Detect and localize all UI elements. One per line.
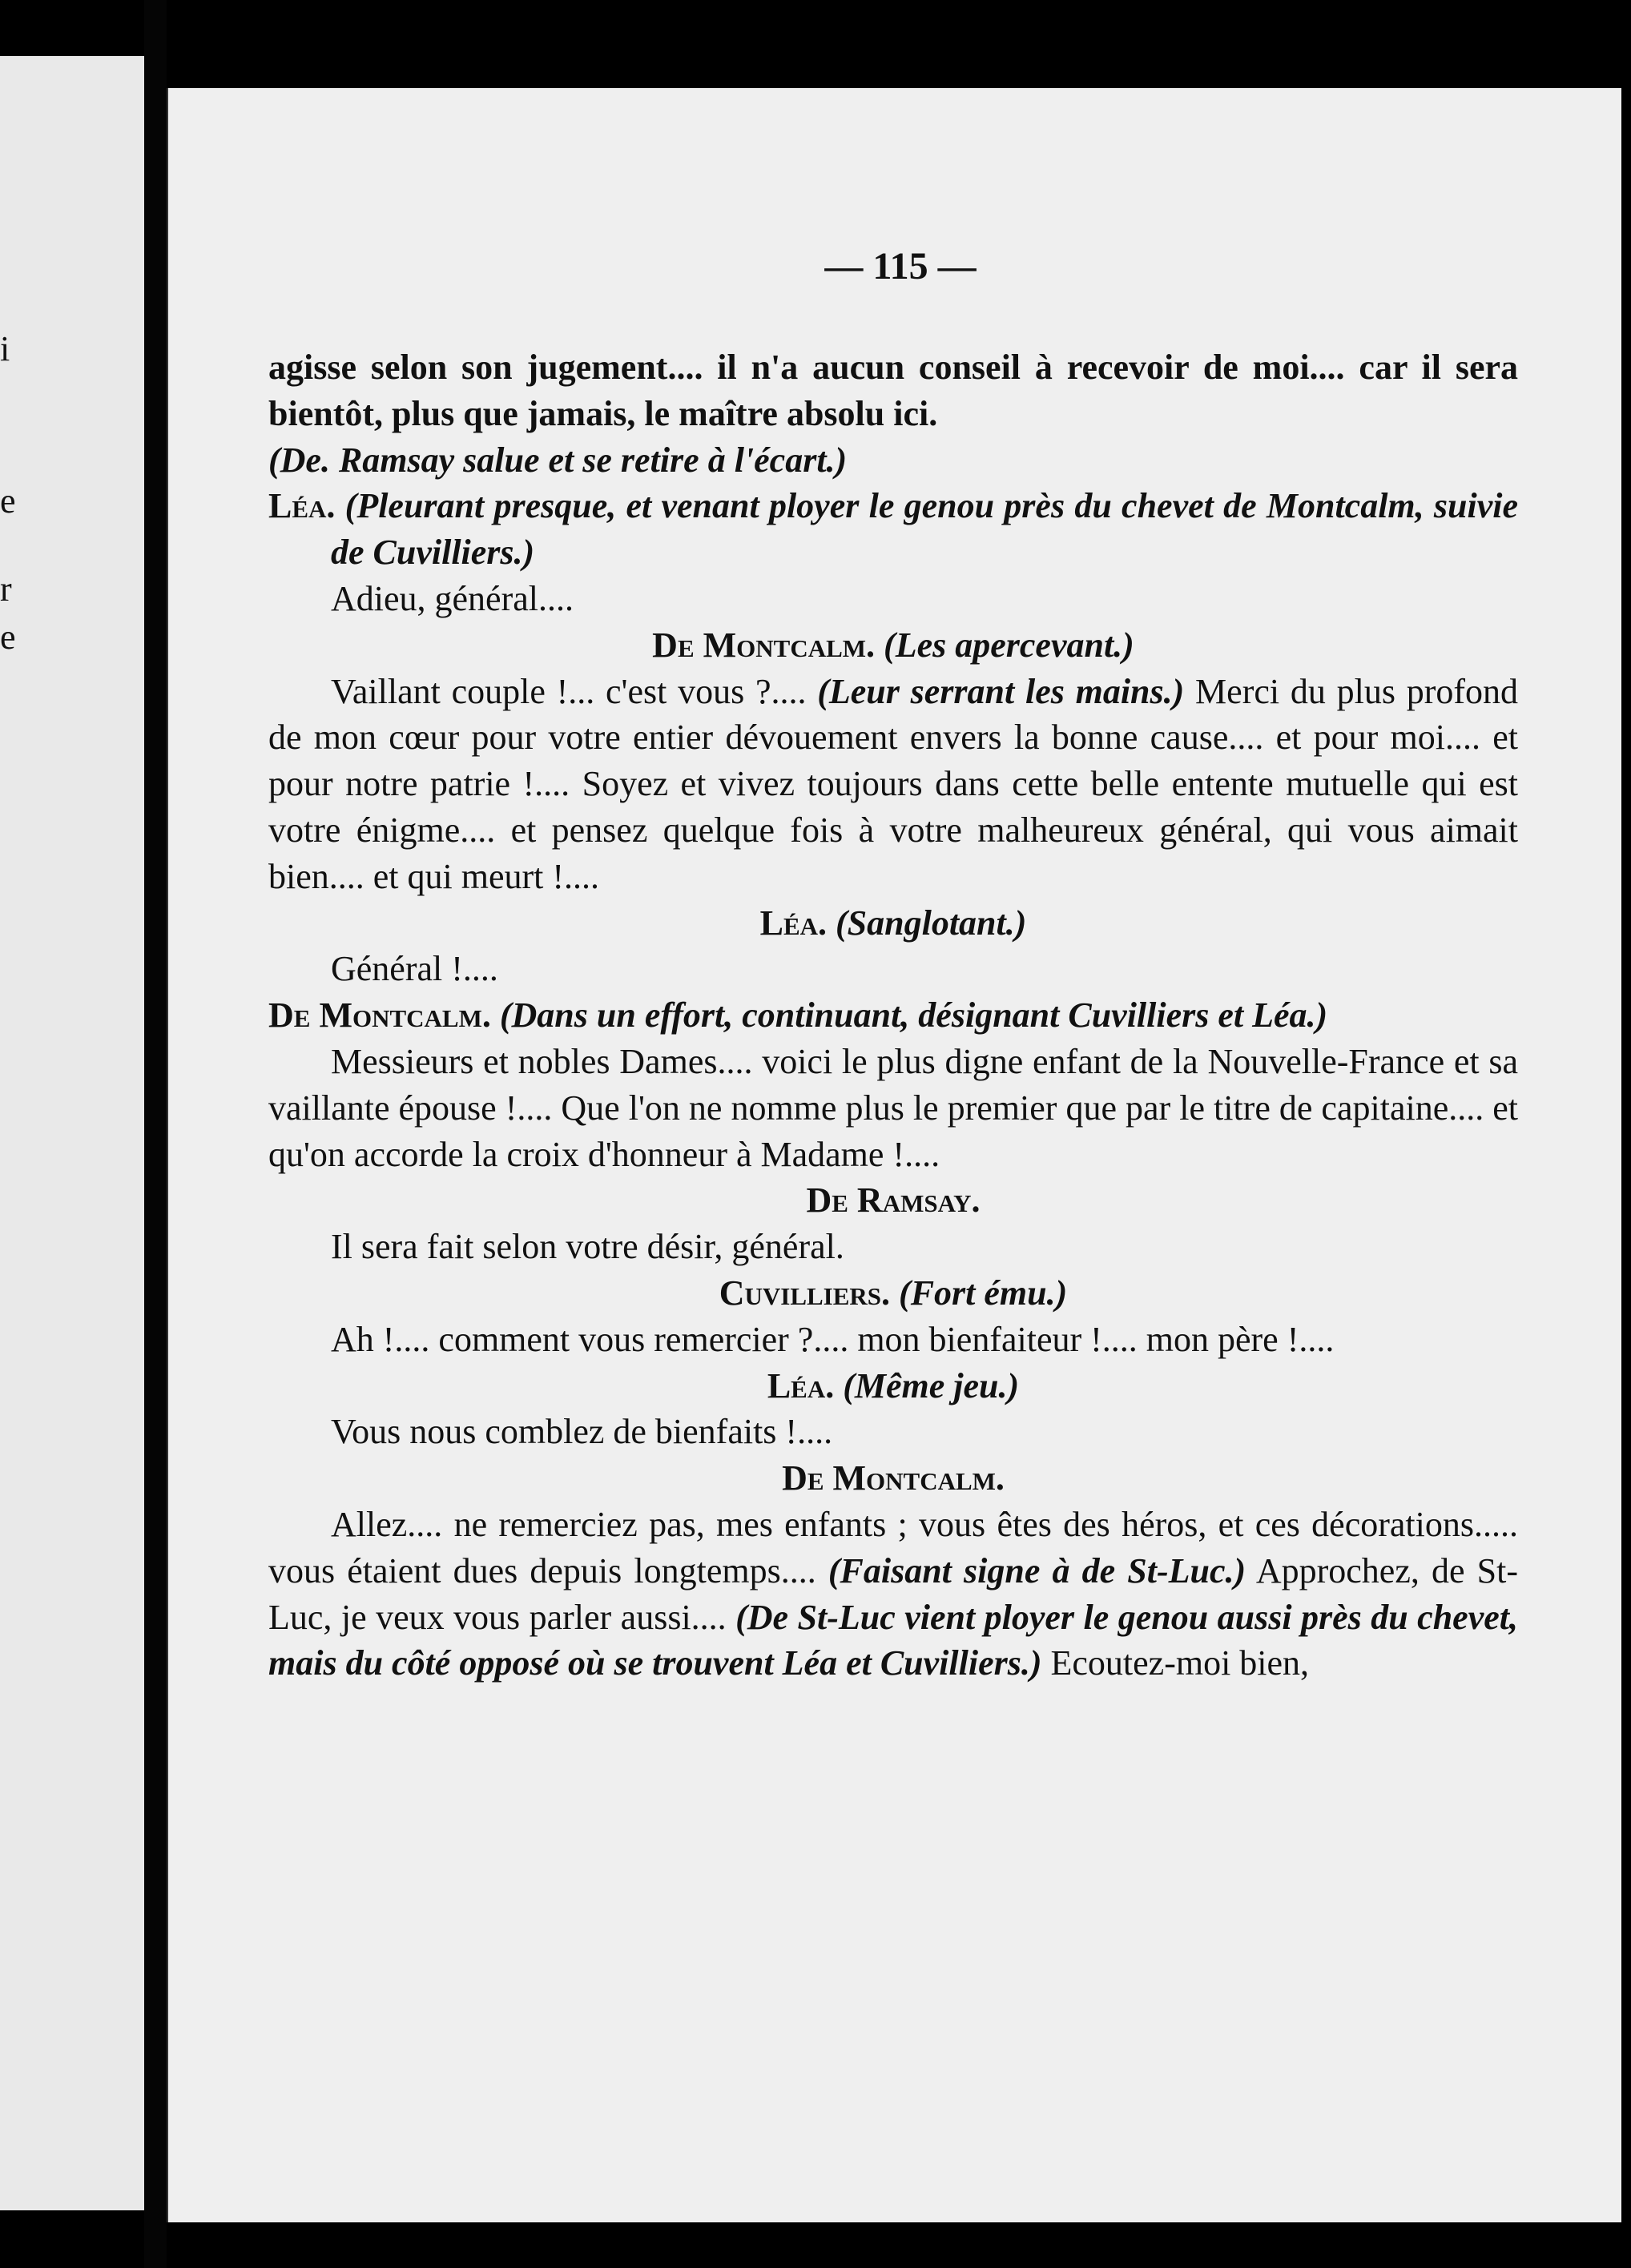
left-page-char: e [0,617,16,657]
speaker-line [268,622,1518,669]
speaker-line [268,1455,1518,1502]
stage-direction: (Pleurant presque, et venant ployer le genou près du chevet de Montcalm, suivie de Cuvilliers.) [331,486,1518,573]
speaker-name: Léa. [268,486,336,526]
dialogue [268,1502,1518,1687]
left-page-char: e [0,481,16,521]
speaker-line [268,900,1518,947]
stage-direction: (Dans un effort, continuant, désignant Cuvilliers et Léa.) [499,995,1328,1035]
speaker-name: Léa. [759,903,828,943]
dialogue: Ah !.... comment vous remercier ?.... mon bienfaiteur !.... mon père !.... [331,1319,1335,1359]
speaker-name: De Ramsay. [806,1180,981,1220]
dialogue: Adieu, général.... [331,578,574,618]
stage-direction: (Faisant signe à de St-Luc.) [828,1550,1246,1590]
dialogue: Messieurs et nobles Dames.... voici le plus digne enfant de la Nouvelle-France et sa vaillante épouse !.... Que l'on ne nomme plus le premier que par le titre de capitaine.... et qu'on accorde la croix d'honneur à Madame !.... [268,1041,1518,1174]
dialogue: Il sera fait selon votre désir, général. [331,1227,844,1267]
stage-direction: (Sanglotant.) [836,903,1027,943]
dialogue-text: Vaillant couple !... c'est vous ?.... [331,671,818,711]
stage-direction: (Fort ému.) [899,1273,1068,1313]
stage-direction: (Même jeu.) [843,1365,1020,1405]
stage-direction: (Leur serrant les mains.) [817,671,1185,711]
speaker-line [268,1363,1518,1409]
page-number: — 115 — [824,245,977,288]
dialogue-text: Approchez, de St-Luc, je veux vous parler aussi.... [268,1550,1518,1637]
dialogue-text: Ecoutez-moi bien, [1041,1643,1310,1683]
speaker-name: De Montcalm. [782,1458,1005,1498]
dialogue-text: Allez.... ne remerciez pas, mes enfants ; vous êtes des héros, et ces décorations..... vous étaient dues depuis longtemps.... [268,1504,1518,1590]
speaker-name: De Montcalm. [268,995,491,1035]
paragraph: agisse selon son jugement.... il n'a aucun conseil à recevoir de moi.... car il sera bientôt, plus que jamais, le maître absolu ici. [268,348,1518,433]
speaker-name: Léa. [767,1365,835,1405]
left-page-char: i [0,329,10,368]
speaker-line [268,992,1518,1039]
scan-border [1621,0,1631,2268]
dialogue: Général !.... [331,949,498,989]
left-page-char: r [0,569,12,609]
book-gutter [144,0,167,2268]
book-page [167,88,1631,2222]
stage-direction: (De. Ramsay salue et se retire à l'écart.) [268,440,848,480]
left-page-edge [0,56,144,2210]
dialogue: Vous nous comblez de bienfaits !.... [331,1412,833,1452]
speaker-line [268,1177,1518,1224]
speaker-name: De Montcalm. [652,625,876,665]
speaker-line [268,483,1518,576]
dialogue [268,669,1518,900]
stage-direction: (De St-Luc vient ployer le genou aussi près du chevet, mais du côté opposé où se trouvent Léa et Cuvilliers.) [268,1597,1518,1683]
page-text [268,344,1518,1687]
speaker-name: Cuvilliers. [719,1273,891,1313]
stage-direction: (Les apercevant.) [884,625,1134,665]
dialogue-text: Merci du plus profond de mon cœur pour votre entier dévouement envers la bonne cause.... et pour moi.... et pour notre patrie !.... Soyez et vivez toujours dans cette belle entente mutuelle qui est votre énigme.... et pensez quelque fois à votre malheureux général, qui vous aimait bien.... et qui meurt !.... [268,671,1518,896]
speaker-line [268,1270,1518,1317]
